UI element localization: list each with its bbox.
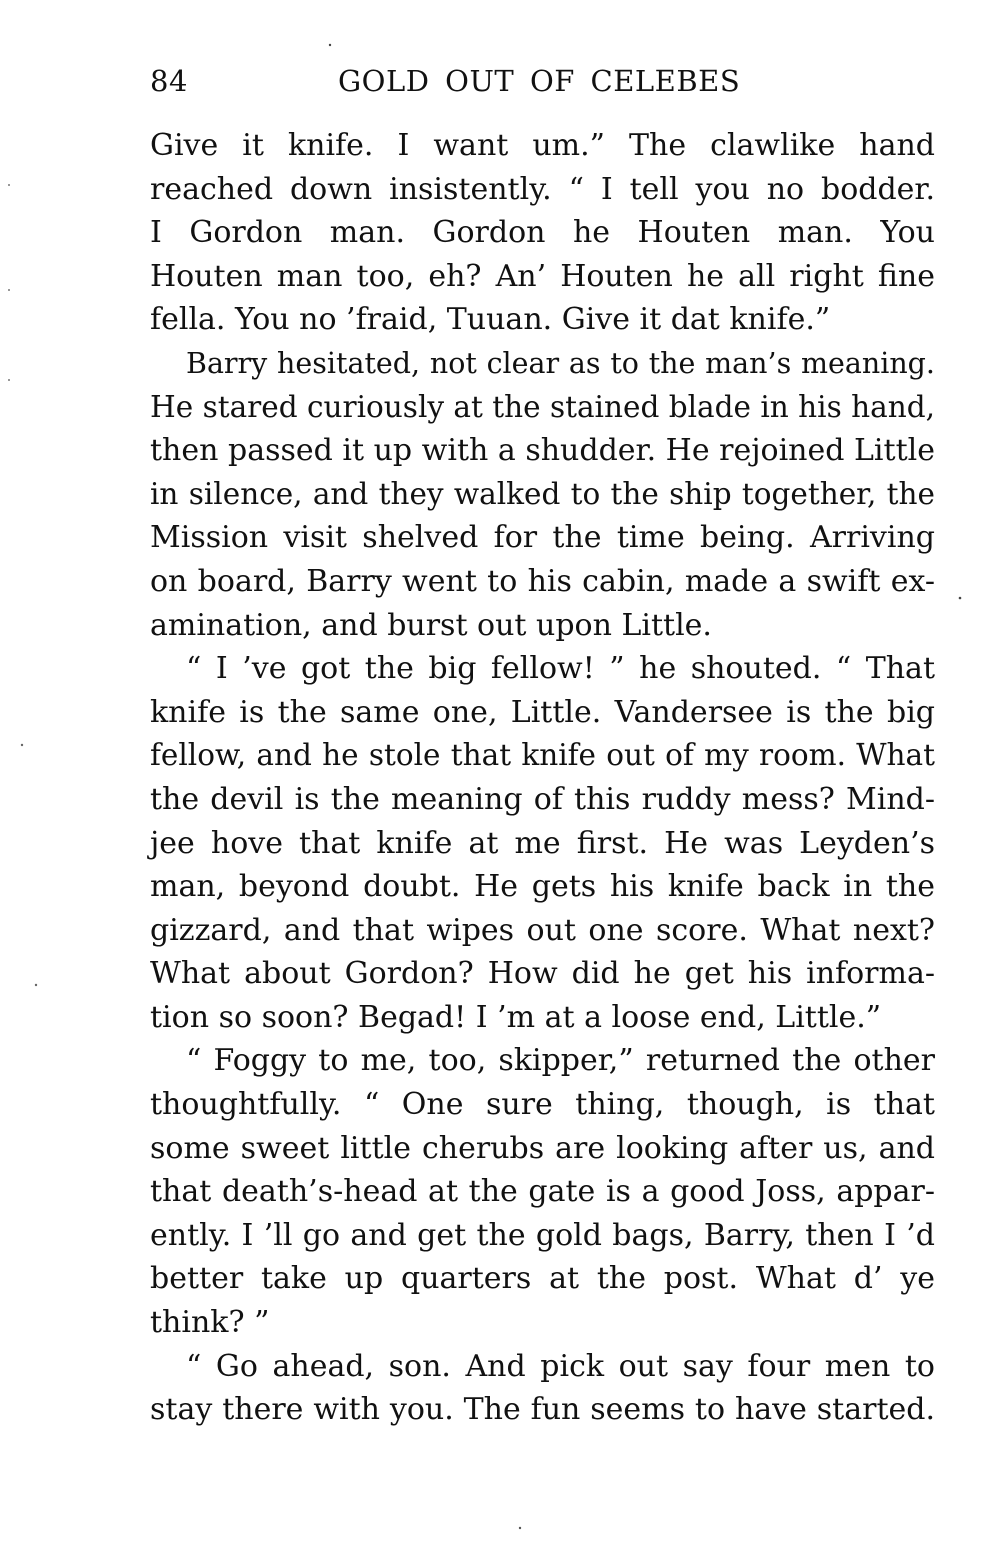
text-line: reached down insistently. “ I tell you no bodder.	[150, 171, 935, 207]
text-line: ently. I ’ll go and get the gold bags, Barry, then I ’d	[150, 1217, 935, 1253]
text-line: think? ”	[150, 1305, 270, 1341]
text-line: He stared curiously at the stained blade in his hand,	[150, 389, 935, 424]
text-line: fellow, and he stole that knife out of my room. What	[150, 738, 935, 773]
text-line: on board, Barry went to his cabin, made a swift ex-	[150, 563, 935, 599]
text-line: Give it knife. I want um.” The clawlike hand	[150, 128, 935, 163]
text-line: fella. You no ’fraid, Tuuan. Give it dat knife.”	[150, 302, 831, 338]
text-line: Mission visit shelved for the time being. Arriving	[150, 520, 935, 556]
page-number: 84	[150, 64, 188, 98]
text-line: amination, and burst out upon Little.	[150, 607, 712, 643]
text-line: better take up quarters at the post. What d’ ye	[150, 1261, 935, 1297]
text-line: I Gordon man. Gordon he Houten man. You	[150, 215, 935, 251]
text-line: knife is the same one, Little. Vandersee is the big	[150, 694, 935, 730]
book-title: GOLD OUT OF CELEBES	[338, 64, 741, 98]
text-line: What about Gordon? How did he get his informa-	[150, 956, 935, 992]
text-line: tion so soon? Begad! I ’m at a loose end, Little.”	[150, 999, 882, 1035]
text-line: stay there with you. The fun seems to have started.	[150, 1392, 935, 1428]
book-page	[150, 58, 935, 1432]
text-line: gizzard, and that wipes out one score. What next?	[150, 912, 935, 948]
body-text	[150, 124, 935, 1432]
text-line: “ Foggy to me, too, skipper,” returned the other	[186, 1043, 935, 1079]
text-line: jee hove that knife at me first. He was Leyden’s	[150, 825, 935, 861]
text-line: thoughtfully. “ One sure thing, though, is that	[150, 1087, 935, 1123]
text-line: “ Go ahead, son. And pick out say four men to	[186, 1348, 935, 1384]
text-line: Houten man too, eh? An’ Houten he all right fine	[150, 258, 935, 294]
text-line: the devil is the meaning of this ruddy mess? Mind-	[150, 781, 935, 817]
text-line: in silence, and they walked to the ship together, the	[150, 476, 935, 511]
text-line: then passed it up with a shudder. He rejoined Little	[150, 433, 935, 469]
text-line: “ I ’ve got the big fellow! ” he shouted. “ That	[186, 651, 935, 687]
text-line: Barry hesitated, not clear as to the man’s meaning.	[186, 346, 935, 380]
text-line: some sweet little cherubs are looking after us, and	[150, 1130, 935, 1166]
running-head	[150, 58, 935, 110]
text-line: that death’s-head at the gate is a good Joss, appar-	[150, 1174, 935, 1210]
text-line: man, beyond doubt. He gets his knife back in the	[150, 869, 935, 905]
